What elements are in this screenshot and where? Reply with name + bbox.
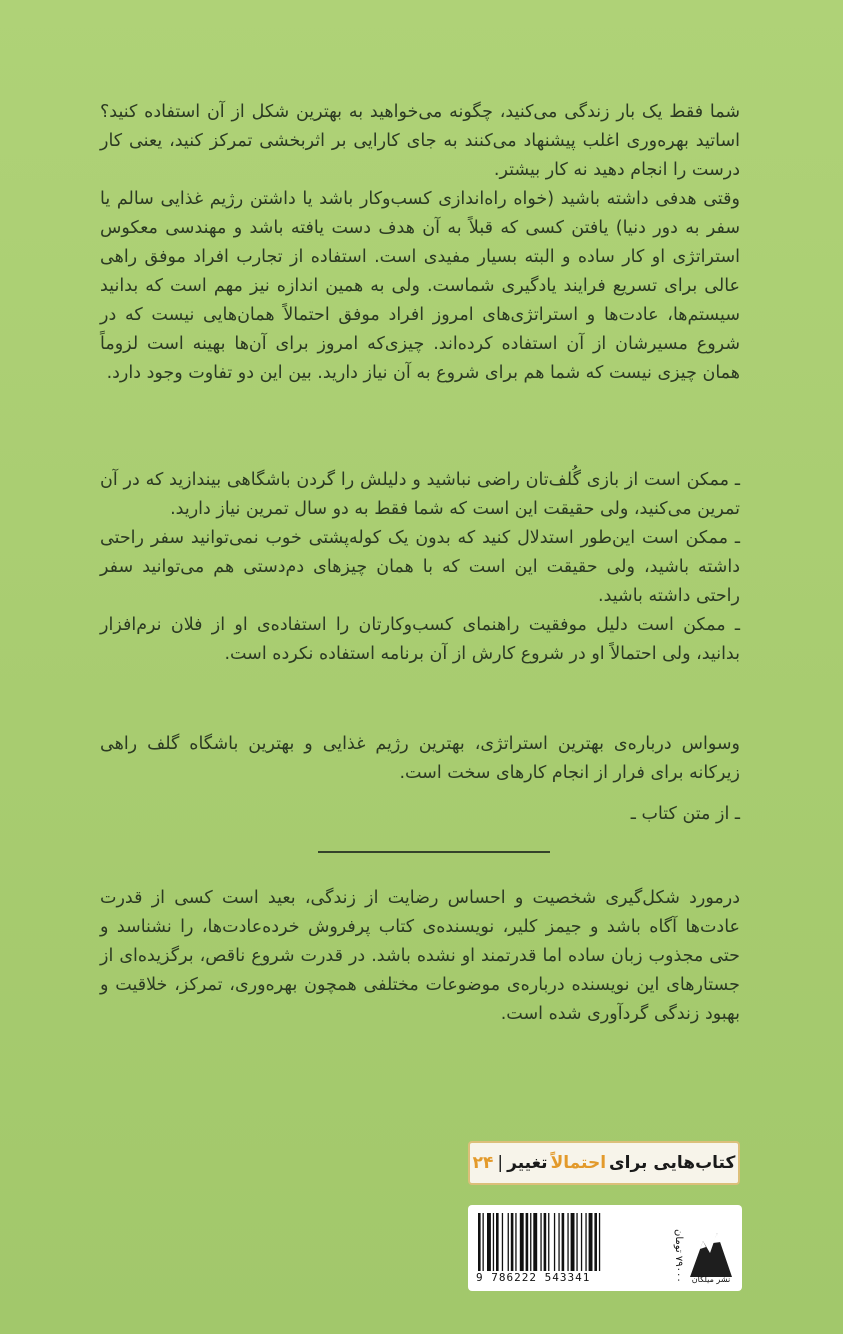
barcode-bar: [540, 1213, 541, 1271]
barcode-bar: [493, 1213, 494, 1271]
barcode-bar: [526, 1213, 529, 1271]
barcode-bar: [520, 1213, 524, 1271]
barcode-bar: [581, 1213, 582, 1271]
price-label: ۷۹۰۰۰ تومان: [673, 1229, 684, 1283]
example-software: ـ ممکن است دلیل موفقیت راهنمای کسب‌وکارتان را استفاده‌ی او از فلان نرم‌افزار بدانید، ولی احتمالاً او در شروع کارش از آن برنامه استفاده نکرده است.: [100, 615, 740, 664]
barcode-bar: [558, 1213, 559, 1271]
series-prefix: کتاب‌هایی برای: [609, 1153, 736, 1173]
barcode-bar: [533, 1213, 537, 1271]
barcode-bar: [530, 1213, 531, 1271]
intro-paragraph-2: وقتی هدفی داشته باشید (خواه راه‌اندازی کسب‌وکار باشد یا داشتن رژیم غذایی سالم یا سفر به دور دنیا) یافتن کسی که قبلاً به آن هدف دست یافته باشد و مهندسی معکوس استراتژی او کار ساده و البته بسیار مفیدی است. استفاده از تجارب افراد موفق راهی عالی برای تسریع فرایند یادگیری شماست. ولی به همین اندازه نیز مهم است که بدانید سیستم‌ها، عادت‌ها و استراتژی‌های امروز افراد موفق احتمالاً همان‌هایی نیست که در شروع مسیرشان از آن استفاده کرده‌اند. چیزی‌که امروز برای آن‌ها بهینه است لزوماً همان چیزی نیست که شما هم برای شروع به آن نیاز دارید. بین این دو تفاوت وجود دارد.: [100, 189, 740, 383]
barcode-bar: [487, 1213, 491, 1271]
about-book-paragraph: درمورد شکل‌گیری شخصیت و احساس رضایت از زندگی، بعید است کسی از قدرت عادت‌ها آگاه باشد و جیمز کلیر، نویسنده‌ی کتاب پرفروش خرده‌عادت‌ها، را نشناسد و حتی مجذوب زبان ساده اما قدرتمند او نشده باشد. در قدرت شروع ناقص، برگزیده‌ای از جستارهای این نویسنده درباره‌ی موضوعات مختلفی همچون بهره‌وری، تمرکز، خلاقیت و بهبود زندگی گردآوری شده است.: [100, 888, 740, 1024]
obsession-paragraph: وسواس درباره‌ی بهترین استراتژی، بهترین رژیم غذایی و بهترین باشگاه گلف راهی زیرکانه برای فرار از انجام کارهای سخت است.: [100, 734, 740, 783]
barcode-panel: [468, 1205, 742, 1291]
intro-paragraph-1: شما فقط یک بار زندگی می‌کنید، چگونه می‌خواهید به بهترین شکل از آن استفاده کنید؟ اساتید بهره‌وری اغلب پیشنهاد می‌کنند به جای کارایی بر اثربخشی تمرکز کنید، یعنی کار درست را انجام دهید نه کار بیشتر.: [100, 102, 740, 180]
isbn-barcode: [476, 1213, 666, 1271]
barcode-bar: [599, 1213, 600, 1271]
publisher-name: نشر میلکان: [691, 1275, 731, 1284]
barcode-bar: [554, 1213, 555, 1271]
barcode-bar: [585, 1213, 586, 1271]
series-label: [468, 1141, 740, 1185]
barcode-bar: [548, 1213, 549, 1271]
barcode-bar: [511, 1213, 514, 1271]
isbn-digits: 9 786222 543341: [476, 1271, 591, 1284]
barcode-bar: [589, 1213, 593, 1271]
barcode-bar: [502, 1213, 503, 1271]
examples-section: [100, 466, 740, 669]
barcode-bar: [567, 1213, 568, 1271]
barcode-bar: [496, 1213, 499, 1271]
section-divider: [318, 851, 550, 853]
example-golf: ـ ممکن است از بازی گُلف‌تان راضی نباشید و دلیلش را گردن باشگاهی بیندازید که در آن تمرین می‌کنید، ولی حقیقت این است که شما فقط به دو سال تمرین نیاز دارید.: [100, 470, 740, 519]
barcode-bar: [478, 1213, 481, 1271]
series-number: ۲۴: [472, 1153, 494, 1173]
intro-section: [100, 98, 740, 388]
series-separator: |: [497, 1153, 504, 1173]
quote-source: ـ از متن کتاب ـ: [630, 804, 740, 824]
series-suffix: تغییر: [507, 1153, 548, 1173]
barcode-bar: [576, 1213, 577, 1271]
barcode-bar: [571, 1213, 575, 1271]
series-highlight: احتمالاً: [550, 1153, 607, 1173]
barcode-bar: [562, 1213, 565, 1271]
barcode-bar: [508, 1213, 509, 1271]
barcode-bar: [515, 1213, 516, 1271]
barcode-bar: [544, 1213, 547, 1271]
example-backpack: ـ ممکن است این‌طور استدلال کنید که بدون یک کوله‌پشتی خوب نمی‌توانید سفر راحتی داشته باشید، ولی حقیقت این است که با همان چیزهای دم‌دستی هم می‌توانید سفر راحتی داشته باشید.: [100, 528, 740, 606]
barcode-bar: [483, 1213, 484, 1271]
barcode-bar: [594, 1213, 597, 1271]
